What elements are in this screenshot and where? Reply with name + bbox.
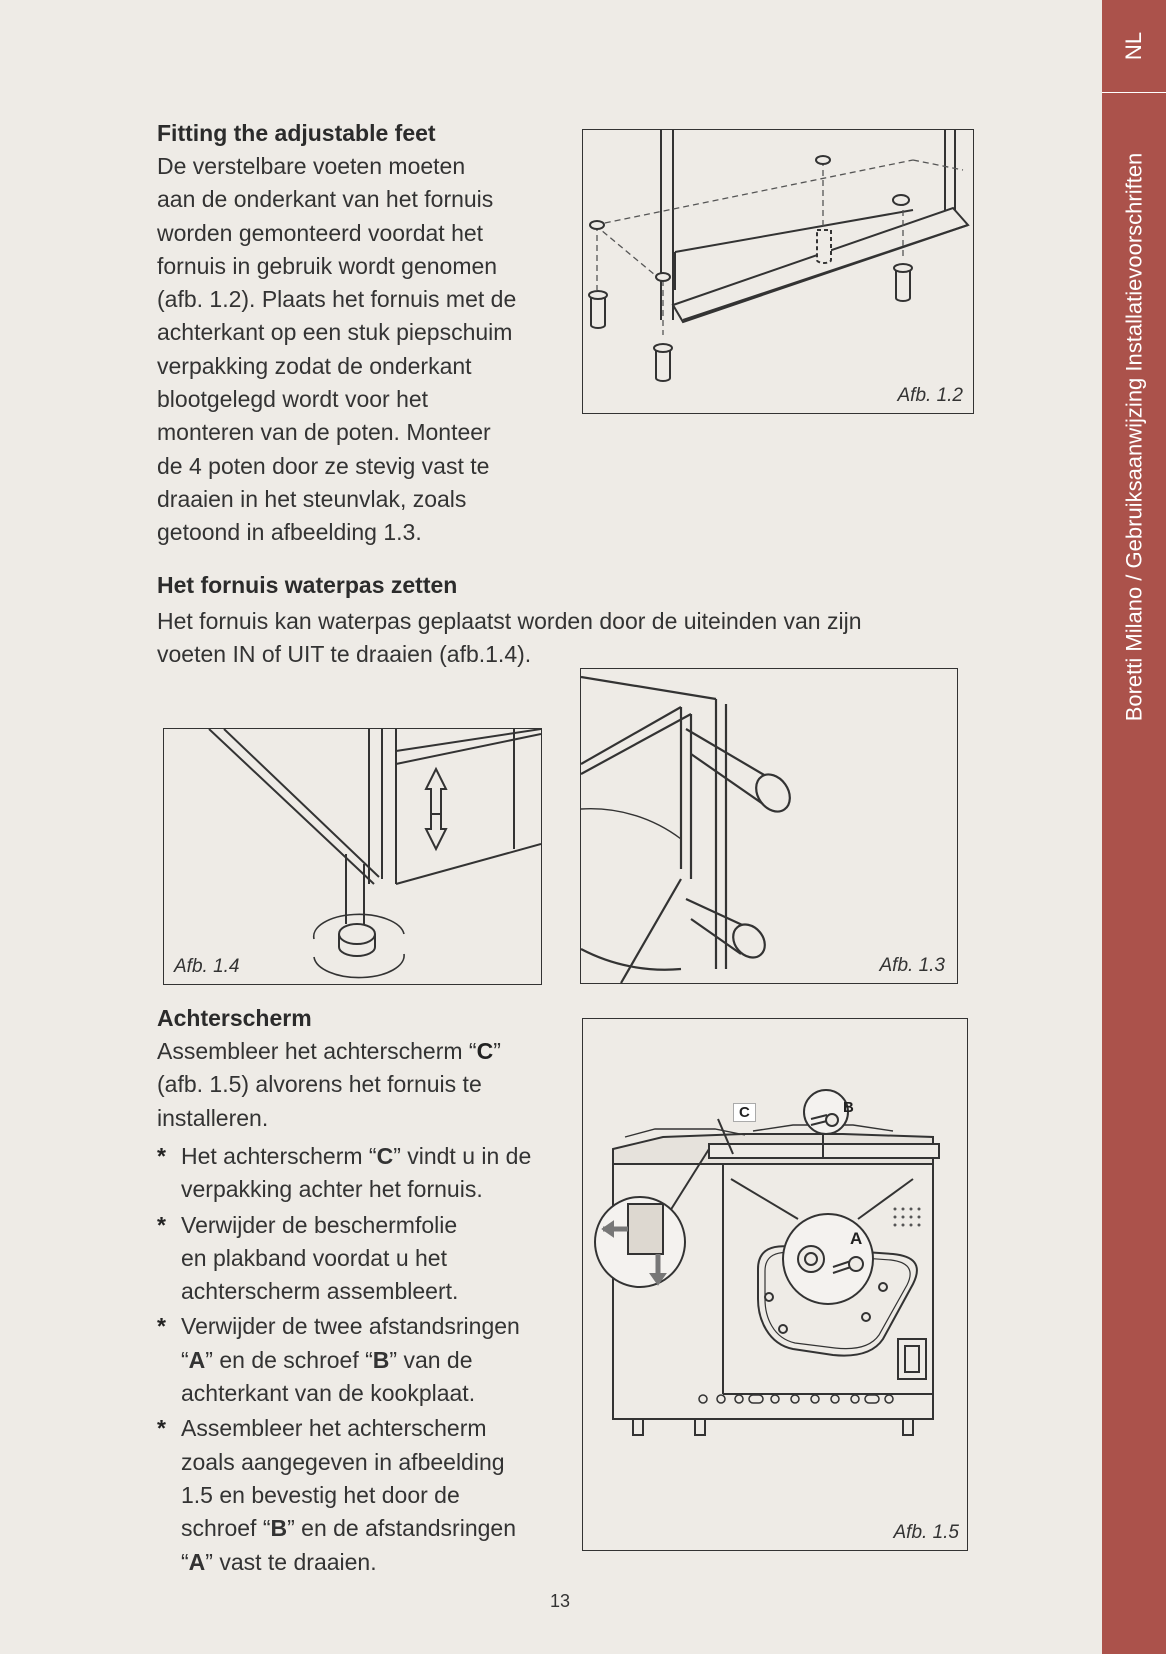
text-line: Assembleer het achterscherm bbox=[181, 1415, 487, 1442]
sidebar-title bbox=[1102, 102, 1166, 772]
sidebar-divider bbox=[1102, 92, 1166, 93]
text-line: 1.5 en bevestig het door de bbox=[181, 1481, 460, 1508]
heading-leveling: Het fornuis waterpas zetten bbox=[157, 572, 458, 598]
sidebar-band bbox=[1102, 0, 1166, 1654]
text-line bbox=[181, 1140, 557, 1173]
text-line: achterkant op een stuk piepschuim bbox=[157, 319, 513, 346]
text-run: ” van de bbox=[389, 1346, 473, 1373]
instruction-list bbox=[157, 1140, 557, 1581]
foot-leveling-illustration bbox=[164, 729, 541, 984]
text-line: (afb. 1.5) alvorens het fornuis te bbox=[157, 1071, 482, 1098]
paragraph-backsplash-intro bbox=[157, 1035, 557, 1135]
page-number: 13 bbox=[549, 1591, 571, 1611]
text-line: installeren. bbox=[157, 1104, 269, 1131]
text-line: en plakband voordat u het bbox=[181, 1244, 447, 1271]
text-line: worden gemonteerd voordat het bbox=[157, 219, 484, 246]
part-label: A bbox=[188, 1346, 206, 1373]
figure-caption: Afb. 1.5 bbox=[893, 1522, 959, 1543]
figure-caption: Afb. 1.2 bbox=[897, 385, 963, 406]
sidebar-title-text: Boretti Milano / Gebruiksaanwijzing Installatievoorschriften bbox=[1121, 152, 1147, 722]
text-line: achterkant van de kookplaat. bbox=[181, 1380, 476, 1407]
text-run: “ bbox=[181, 1548, 189, 1575]
paragraph-adjustable-feet bbox=[157, 150, 516, 550]
text-line: draaien in het steunvlak, zoals bbox=[157, 485, 467, 512]
text-line bbox=[157, 1035, 557, 1068]
text-line bbox=[181, 1344, 557, 1377]
figure-1-5 bbox=[582, 1018, 968, 1551]
part-label: A bbox=[188, 1548, 206, 1575]
heading-adjustable-feet: Fitting the adjustable feet bbox=[157, 120, 436, 146]
backsplash-assembly-illustration bbox=[583, 1019, 967, 1550]
feet-mounted-illustration bbox=[581, 669, 957, 983]
text-line: (afb. 1.2). Plaats het fornuis met de bbox=[157, 286, 517, 313]
label-a: A bbox=[850, 1229, 863, 1248]
text-line: zoals aangegeven in afbeelding bbox=[181, 1448, 505, 1475]
stove-underside-illustration bbox=[583, 130, 973, 413]
text-line: Verwijder de beschermfolie bbox=[181, 1211, 458, 1238]
part-label: C bbox=[376, 1143, 394, 1169]
figure-1-4 bbox=[163, 728, 542, 985]
text-line bbox=[181, 1546, 557, 1579]
text-line: getoond in afbeelding 1.3. bbox=[157, 519, 422, 546]
text-line: verpakking achter het fornuis. bbox=[181, 1176, 483, 1203]
figure-caption: Afb. 1.3 bbox=[879, 955, 945, 976]
figure-caption: Afb. 1.4 bbox=[174, 956, 240, 977]
text-line: voeten IN of UIT te draaien (afb.1.4). bbox=[157, 641, 532, 668]
text-line: aan de onderkant van het fornuis bbox=[157, 186, 494, 213]
language-tab bbox=[1102, 0, 1166, 92]
text-run: “ bbox=[181, 1346, 189, 1373]
list-item bbox=[157, 1140, 557, 1207]
text-line: blootgelegd wordt voor het bbox=[157, 386, 429, 413]
label-c: C bbox=[733, 1103, 756, 1122]
text-line: monteren van de poten. Monteer bbox=[157, 419, 491, 446]
part-label: B bbox=[372, 1346, 390, 1373]
list-item bbox=[157, 1310, 557, 1410]
text-run: ” en de afstandsringen bbox=[287, 1515, 516, 1542]
text-line bbox=[181, 1512, 557, 1545]
text-run: ” vast te draaien. bbox=[205, 1548, 377, 1575]
text-run: schroef “ bbox=[181, 1515, 271, 1542]
part-label: C bbox=[476, 1038, 494, 1064]
bullet-star: * bbox=[157, 1415, 166, 1442]
part-label: B bbox=[270, 1515, 288, 1542]
text-line: de 4 poten door ze stevig vast te bbox=[157, 452, 490, 479]
figure-1-2 bbox=[582, 129, 974, 414]
text-line: verpakking zodat de onderkant bbox=[157, 352, 472, 379]
language-label: NL bbox=[1121, 31, 1146, 61]
text-line: fornuis in gebruik wordt genomen bbox=[157, 252, 498, 279]
paragraph-leveling bbox=[157, 605, 917, 672]
figure-1-3 bbox=[580, 668, 958, 984]
text-line: Verwijder de twee afstandsringen bbox=[181, 1313, 520, 1340]
list-item bbox=[157, 1209, 557, 1309]
text-run: ” en de schroef “ bbox=[205, 1346, 373, 1373]
bullet-star: * bbox=[157, 1313, 166, 1340]
list-item bbox=[157, 1412, 557, 1578]
label-b: B bbox=[843, 1099, 854, 1116]
text-run: ” vindt u in de bbox=[393, 1143, 532, 1169]
heading-backsplash: Achterscherm bbox=[157, 1005, 312, 1031]
text-line: Het fornuis kan waterpas geplaatst worden door de uiteinden van zijn bbox=[157, 608, 862, 634]
bullet-star: * bbox=[157, 1211, 166, 1238]
text-run: Assembleer het achterscherm “ bbox=[157, 1038, 477, 1064]
text-run: ” bbox=[493, 1038, 501, 1064]
text-line: De verstelbare voeten moeten bbox=[157, 153, 466, 179]
text-line: achterscherm assembleert. bbox=[181, 1278, 459, 1305]
text-run: Het achterscherm “ bbox=[181, 1143, 377, 1169]
bullet-star: * bbox=[157, 1143, 166, 1169]
